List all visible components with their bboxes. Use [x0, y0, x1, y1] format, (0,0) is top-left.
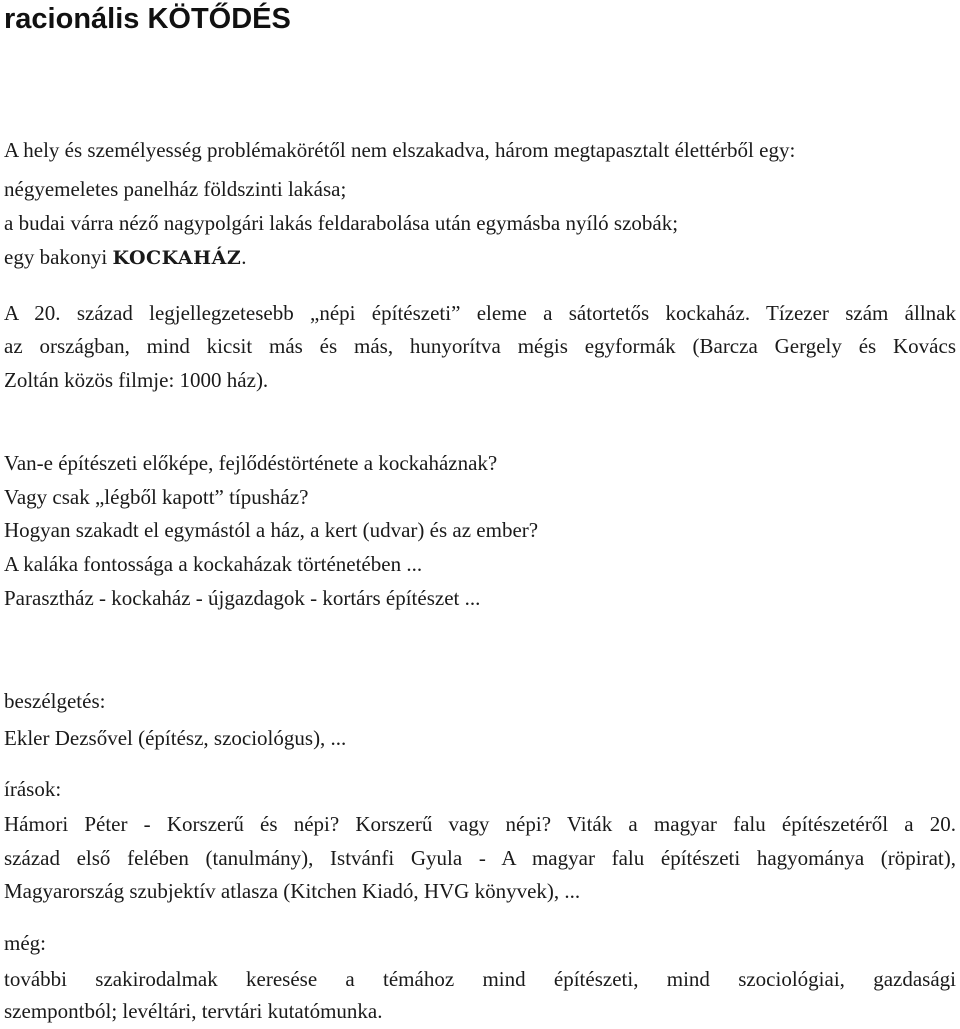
question-4: A kaláka fontossága a kockaházak történetében ...	[4, 552, 423, 576]
writings-line-2: század első felében (tanulmány), Istvánfi Gyula - A magyar falu építészeti hagyománya (röpirat),	[4, 846, 956, 870]
document-title: racionális KÖTŐDÉS	[4, 3, 291, 35]
more-heading: még:	[4, 931, 46, 955]
question-1: Van-e építészeti előképe, fejlődéstörténete a kockaháznak?	[4, 451, 498, 475]
writings-heading: írások:	[4, 777, 62, 801]
intro-lead: A hely és személyesség problémakörétől nem elszakadva, három megtapasztalt élettérből egy:	[4, 138, 796, 162]
writings-line-1: Hámori Péter - Korszerű és népi? Korszerű vagy népi? Viták a magyar falu építészetéről a 20.	[4, 812, 956, 836]
conversation-heading: beszélgetés:	[4, 689, 106, 713]
writings-line-3: Magyarország szubjektív atlasza (Kitchen Kiadó, HVG könyvek), ...	[4, 879, 581, 903]
conversation-text: Ekler Dezsővel (építész, szociológus), ...	[4, 726, 347, 750]
intro-item-panel-flat: négyemeletes panelház földszinti lakása;	[4, 177, 347, 201]
question-3: Hogyan szakadt el egymástól a ház, a kert (udvar) és az ember?	[4, 518, 539, 542]
intro-item-cube-house	[4, 242, 246, 273]
question-5: Parasztház - kockaház - újgazdagok - kortárs építészet ...	[4, 586, 481, 610]
more-line-2: szempontból; levéltári, tervtári kutatómunka.	[4, 999, 383, 1023]
intro-item-cube-house-prefix: egy bakonyi	[4, 245, 113, 269]
paragraph-line-2: az országban, mind kicsit más és más, hunyorítva mégis egyformák (Barcza Gergely és Kovács	[4, 334, 956, 358]
intro-item-cube-house-suffix: .	[241, 245, 247, 269]
question-2: Vagy csak „légből kapott” típusház?	[4, 485, 309, 509]
intro-item-buda-flat: a budai várra néző nagypolgári lakás feldarabolása után egymásba nyíló szobák;	[4, 211, 679, 235]
kockahaz-emphasis: KOCKAHÁZ	[112, 247, 242, 269]
paragraph-line-1: A 20. század legjellegzetesebb „népi építészeti” eleme a sátortetős kockaház. Tízezer szám állnak	[4, 301, 956, 325]
more-line-1: további szakirodalmak keresése a témához mind építészeti, mind szociológiai, gazdasági	[4, 967, 956, 991]
paragraph-line-3: Zoltán közös filmje: 1000 ház).	[4, 368, 269, 392]
